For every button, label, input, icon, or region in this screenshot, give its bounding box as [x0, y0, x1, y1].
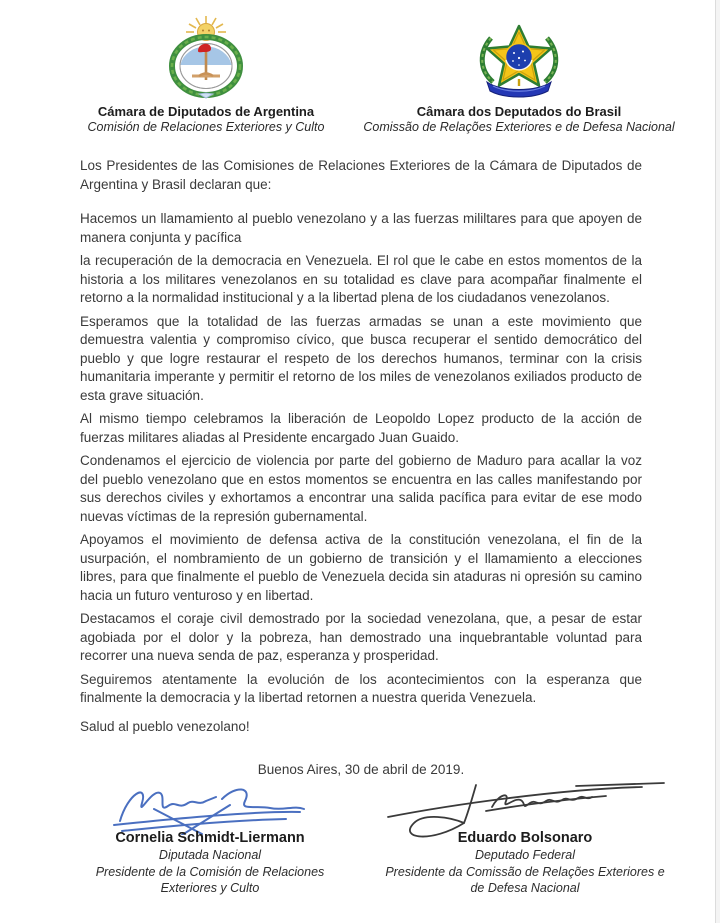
signatory-committee-left-2: Exteriores y Culto — [160, 881, 260, 895]
brazil-coat-of-arms-icon — [473, 22, 565, 100]
declaration-body — [80, 157, 642, 777]
paragraph-intro: Los Presidentes de las Comisiones de Relaciones Exteriores de la Cámara de Diputados de Argentina y Brasil declaran que: — [80, 158, 642, 192]
org-argentina-title: Cámara de Diputados de Argentina — [97, 104, 315, 119]
document-header — [0, 0, 720, 135]
paragraph-apoyamos: Apoyamos el movimiento de defensa activa de la constitución venezolana, el fin de la usurpación, el nombramiento de un gobierno de transición y el llamamiento a elecciones libres, para que finalmente el pueblo de Venezuela decida sin ataduras ni opresión su camino hacia un futuro venturoso y en libertad. — [80, 532, 642, 603]
org-brasil-subtitle: Comissão de Relações Exteriores e de Defesa Nacional — [363, 120, 675, 134]
signatory-committee-left-1: Presidente de la Comisión de Relaciones — [95, 864, 325, 879]
paragraph-recuperacion: la recuperación de la democracia en Venezuela. El rol que le cabe en estos momentos de la historia a los militares venezolanos en su totalidad es clave para acompañar finalmente el retorno a la normalidad institucional y a la libertad plena de los ciudadanos venezolanos. — [80, 253, 642, 305]
paragraph-esperamos: Esperamos que la totalidad de las fuerzas armadas se unan a este movimiento que demuestra valentia y compromiso cívico, que busca recuperar el sentido democrático del pueblo y que logre restaurar el respeto de los derechos humanos, terminar con la crisis humanitaria imperante y permitir el retorno de los miles de venezolanos exiliados producto de esta grave situación. — [80, 313, 642, 403]
scan-edge — [715, 0, 720, 923]
org-brasil-title: Câmara dos Deputados do Brasil — [416, 104, 622, 119]
paragraph-llamamiento: Hacemos un llamamiento al pueblo venezolano y a las fuerzas mililtares para que apoyen de manera conjunta y pacífica — [80, 211, 642, 245]
signature-section — [0, 777, 720, 897]
org-argentina — [58, 14, 354, 135]
argentina-emblem-wrap — [58, 14, 354, 102]
paragraph-seguiremos: Seguiremos atentamente la evolución de los acontecimientos con la esperanza que finalmente la democracia y la libertad retornen a nuestra querida Venezuela. — [80, 671, 642, 705]
signature-cornelia-icon — [90, 779, 330, 835]
signatory-role-right: Deputado Federal — [474, 848, 576, 862]
signatory-committee-right-2: de Defesa Nacional — [470, 881, 580, 895]
signature-block-right — [360, 777, 690, 897]
signatory-name-left: Cornelia Schmidt-Liermann — [115, 830, 305, 846]
paragraph-condenamos: Condenamos el ejercicio de violencia por parte del gobierno de Maduro para acallar la voz del pueblo venezolano que en estos momentos se encuentra en las calles manifestando por sus derechos civiles y exhortamos a encontrar una salida pacífica para evitar de ese modo nuevas víctimas de la represión gubernamental. — [80, 453, 642, 524]
paragraph-salud: Salud al pueblo venezolano! — [80, 718, 250, 734]
org-brasil — [354, 14, 684, 135]
paragraph-destacamos: Destacamos el coraje civil demostrado por la sociedad venezolana, que, a pesar de estar agobiada por el dolor y la pobreza, han demostrado una inquebrantable voluntad para recorrer una nueva senda de paz, esperanza y prosperidad. — [80, 611, 642, 663]
signatory-committee-right-1: Presidente da Comissão de Relações Exteriores e — [385, 864, 665, 879]
paragraph-liberacion: Al mismo tiempo celebramos la liberación de Leopoldo Lopez producto de la acción de fuerzas militares aliadas al Presidente encargado Juan Guaido. — [80, 411, 642, 445]
org-argentina-subtitle: Comisión de Relaciones Exteriores y Culto — [87, 120, 325, 134]
dateline: Buenos Aires, 30 de abril de 2019. — [257, 762, 465, 777]
signatory-role-left: Diputada Nacional — [158, 848, 262, 862]
brasil-emblem-wrap — [354, 14, 684, 102]
signatory-name-right: Eduardo Bolsonaro — [457, 830, 593, 846]
argentina-coat-of-arms-icon — [153, 14, 259, 100]
signature-block-left — [70, 777, 350, 897]
